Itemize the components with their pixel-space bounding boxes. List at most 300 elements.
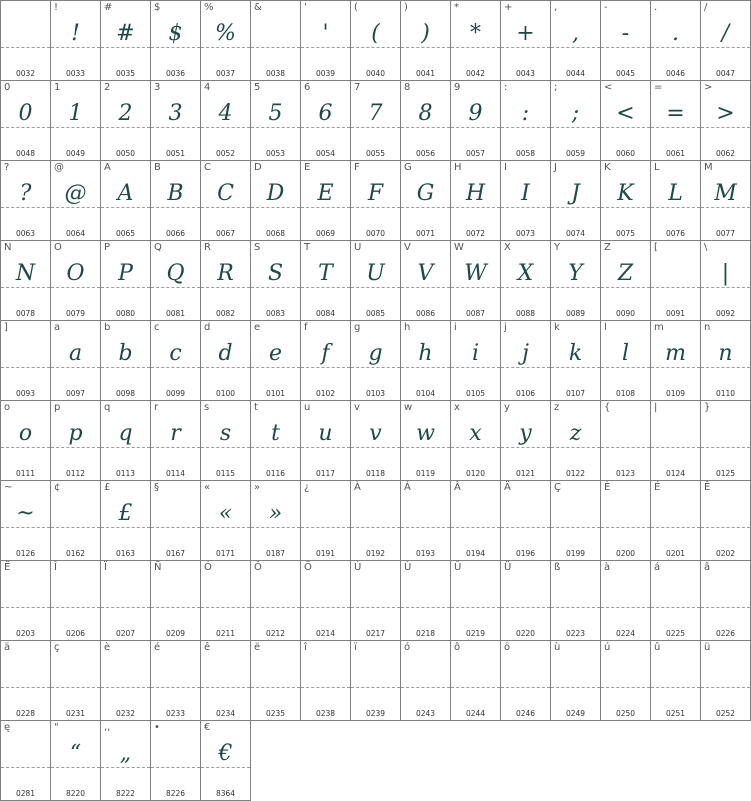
cell-code: 0082	[215, 309, 236, 318]
glyph-sample	[251, 577, 300, 611]
cell-code: 0167	[165, 549, 186, 558]
glyph-sample	[601, 657, 650, 691]
glyph-cell[interactable]	[0, 401, 51, 481]
cell-code: 0225	[665, 629, 686, 638]
cell-char-label: Ç	[554, 482, 561, 493]
glyph-cell[interactable]	[301, 641, 351, 721]
cell-code: 0250	[615, 709, 636, 718]
glyph-cell[interactable]	[501, 561, 551, 641]
glyph-cell[interactable]	[651, 641, 701, 721]
glyph-cell[interactable]	[301, 561, 351, 641]
glyph-cell[interactable]	[451, 401, 501, 481]
glyph-cell[interactable]	[451, 641, 501, 721]
cell-code: 0281	[15, 789, 36, 798]
cell-code: 0217	[365, 629, 386, 638]
glyph-cell[interactable]	[451, 0, 501, 81]
cell-code: 0088	[515, 309, 536, 318]
glyph-cell[interactable]	[51, 241, 101, 321]
glyph-cell[interactable]	[201, 0, 251, 81]
glyph-sample	[201, 657, 250, 691]
glyph-cell[interactable]	[501, 481, 551, 561]
glyph-cell[interactable]	[51, 401, 101, 481]
cell-char-label: 1	[54, 82, 61, 93]
glyph-sample: Y	[568, 261, 583, 286]
glyph-cell[interactable]	[351, 161, 401, 241]
glyph-sample	[701, 497, 750, 531]
glyph-cell[interactable]	[701, 0, 751, 81]
glyph-cell[interactable]	[101, 641, 151, 721]
glyph-sample: h	[418, 341, 433, 366]
cell-code: 0212	[265, 629, 286, 638]
glyph-sample: H	[465, 181, 486, 206]
glyph-cell[interactable]	[401, 161, 451, 241]
glyph-sample	[651, 657, 700, 691]
cell-char-label: R	[204, 242, 211, 253]
glyph-cell[interactable]	[651, 481, 701, 561]
glyph-sample: =	[666, 101, 685, 126]
glyph-sample	[401, 577, 450, 611]
cell-char-label: Y	[554, 242, 561, 253]
cell-char-label: t	[254, 402, 258, 413]
cell-code: 0065	[115, 229, 136, 238]
glyph-cell[interactable]	[551, 401, 601, 481]
glyph-cell[interactable]	[401, 561, 451, 641]
glyph-sample: @	[64, 181, 87, 206]
glyph-cell[interactable]	[401, 481, 451, 561]
cell-code: 0057	[465, 149, 486, 158]
glyph-cell[interactable]	[51, 641, 101, 721]
glyph-cell[interactable]	[101, 721, 151, 801]
glyph-cell[interactable]	[51, 481, 101, 561]
glyph-sample	[1, 577, 50, 611]
glyph-sample	[401, 657, 450, 691]
glyph-cell[interactable]	[101, 0, 151, 81]
glyph-sample	[601, 417, 650, 451]
cell-char-label: á	[654, 562, 661, 573]
cell-char-label: é	[154, 642, 161, 653]
cell-char-label: À	[354, 482, 361, 493]
glyph-cell[interactable]	[501, 401, 551, 481]
glyph-cell[interactable]	[201, 321, 251, 401]
cell-char-label: b	[104, 322, 111, 333]
glyph-cell[interactable]	[401, 81, 451, 161]
cell-char-label: G	[404, 162, 412, 173]
cell-char-label: Ö	[304, 562, 312, 573]
glyph-sample	[301, 577, 350, 611]
glyph-cell[interactable]	[601, 161, 651, 241]
cell-code: 0044	[565, 69, 586, 78]
cell-char-label: È	[604, 482, 611, 493]
glyph-cell[interactable]	[0, 321, 51, 401]
cell-char-label: V	[404, 242, 411, 253]
cell-code: 0101	[265, 389, 286, 398]
glyph-cell[interactable]	[601, 641, 651, 721]
cell-char-label: ]	[4, 322, 8, 333]
glyph-cell[interactable]	[251, 401, 301, 481]
glyph-cell[interactable]	[451, 481, 501, 561]
cell-code: 0032	[15, 69, 36, 78]
glyph-cell[interactable]	[551, 81, 601, 161]
glyph-cell[interactable]	[151, 241, 201, 321]
glyph-cell[interactable]	[0, 241, 51, 321]
cell-char-label: ?	[4, 162, 10, 173]
cell-char-label: =	[654, 82, 663, 93]
glyph-cell[interactable]	[251, 81, 301, 161]
glyph-cell[interactable]	[701, 481, 751, 561]
cell-code: 0037	[215, 69, 236, 78]
cell-char-label: ä	[4, 642, 11, 653]
cell-code: 0111	[15, 469, 36, 478]
cell-char-label: d	[204, 322, 211, 333]
glyph-sample	[501, 577, 550, 611]
cell-char-label: ï	[354, 642, 357, 653]
glyph-cell[interactable]	[251, 561, 301, 641]
cell-char-label: |	[654, 402, 658, 413]
cell-code: 0064	[65, 229, 86, 238]
glyph-sample	[101, 577, 150, 611]
glyph-sample: X	[517, 261, 534, 286]
glyph-cell[interactable]	[301, 0, 351, 81]
glyph-cell[interactable]	[701, 641, 751, 721]
glyph-sample	[151, 737, 200, 771]
glyph-cell[interactable]	[351, 401, 401, 481]
cell-char-label: Q	[154, 242, 162, 253]
glyph-sample: n	[718, 341, 733, 366]
cell-char-label: D	[254, 162, 262, 173]
glyph-cell[interactable]	[51, 321, 101, 401]
glyph-cell[interactable]	[301, 161, 351, 241]
cell-char-label: \	[704, 242, 708, 253]
glyph-cell[interactable]	[551, 321, 601, 401]
cell-code: 0080	[115, 309, 136, 318]
glyph-cell[interactable]	[201, 481, 251, 561]
glyph-cell[interactable]	[601, 81, 651, 161]
cell-char-label: 3	[154, 82, 161, 93]
glyph-cell[interactable]	[51, 161, 101, 241]
glyph-cell[interactable]	[101, 321, 151, 401]
glyph-cell[interactable]	[51, 561, 101, 641]
glyph-sample: /	[721, 21, 730, 46]
cell-code: 0099	[165, 389, 186, 398]
cell-char-label: É	[654, 482, 661, 493]
glyph-cell[interactable]	[451, 161, 501, 241]
cell-code: 0122	[565, 469, 586, 478]
glyph-cell[interactable]	[601, 401, 651, 481]
glyph-cell[interactable]	[551, 481, 601, 561]
glyph-sample: U	[366, 261, 385, 286]
glyph-cell[interactable]	[101, 401, 151, 481]
cell-char-label: r	[154, 402, 159, 413]
glyph-cell[interactable]	[451, 81, 501, 161]
glyph-cell[interactable]	[401, 321, 451, 401]
glyph-cell[interactable]	[101, 241, 151, 321]
glyph-cell[interactable]	[201, 401, 251, 481]
glyph-cell[interactable]	[151, 641, 201, 721]
glyph-cell[interactable]	[201, 161, 251, 241]
glyph-sample: -	[621, 21, 630, 46]
cell-char-label: «	[204, 482, 211, 493]
cell-code: 0068	[265, 229, 286, 238]
cell-char-label: y	[504, 402, 510, 413]
cell-code: 0049	[65, 149, 86, 158]
cell-code: 0071	[415, 229, 436, 238]
glyph-sample	[1, 17, 50, 51]
glyph-cell[interactable]	[301, 401, 351, 481]
glyph-cell[interactable]	[0, 0, 51, 81]
glyph-cell[interactable]	[201, 241, 251, 321]
glyph-cell[interactable]	[151, 481, 201, 561]
cell-char-label: /	[704, 2, 708, 13]
glyph-cell[interactable]	[551, 161, 601, 241]
glyph-cell[interactable]	[401, 241, 451, 321]
cell-code: 0126	[15, 549, 36, 558]
cell-char-label: O	[54, 242, 62, 253]
glyph-cell[interactable]	[251, 241, 301, 321]
cell-char-label: }	[704, 402, 711, 413]
cell-char-label: ö	[504, 642, 511, 653]
glyph-cell[interactable]	[101, 161, 151, 241]
glyph-cell[interactable]	[51, 81, 101, 161]
glyph-cell[interactable]	[651, 0, 701, 81]
glyph-sample: F	[367, 181, 384, 206]
cell-char-label: &	[254, 2, 262, 13]
glyph-cell[interactable]	[701, 81, 751, 161]
glyph-cell[interactable]	[451, 241, 501, 321]
glyph-sample: Q	[166, 261, 185, 286]
glyph-cell[interactable]	[551, 641, 601, 721]
glyph-sample: 3	[168, 101, 183, 126]
glyph-cell[interactable]	[351, 81, 401, 161]
cell-code: 0103	[365, 389, 386, 398]
glyph-cell[interactable]	[701, 401, 751, 481]
glyph-cell[interactable]	[251, 321, 301, 401]
glyph-cell[interactable]	[101, 481, 151, 561]
glyph-cell[interactable]	[651, 321, 701, 401]
glyph-cell[interactable]	[151, 561, 201, 641]
glyph-cell[interactable]	[601, 481, 651, 561]
cell-code: 0056	[415, 149, 436, 158]
glyph-sample: '	[322, 21, 329, 46]
glyph-cell[interactable]	[351, 0, 401, 81]
glyph-sample: y	[519, 421, 532, 446]
glyph-sample: i	[471, 341, 480, 366]
cell-code: 8364	[215, 789, 236, 798]
glyph-sample: 1	[68, 101, 83, 126]
glyph-cell[interactable]	[351, 321, 401, 401]
glyph-cell[interactable]	[601, 321, 651, 401]
cell-code: 8220	[65, 789, 86, 798]
glyph-cell[interactable]	[551, 561, 601, 641]
glyph-sample	[401, 497, 450, 531]
cell-code: 0162	[65, 549, 86, 558]
cell-char-label: à	[604, 562, 611, 573]
glyph-cell[interactable]	[51, 0, 101, 81]
cell-code: 0039	[315, 69, 336, 78]
cell-code: 0066	[165, 229, 186, 238]
glyph-sample	[1, 657, 50, 691]
cell-code: 0089	[565, 309, 586, 318]
cell-char-label: Û	[454, 562, 462, 573]
cell-code: 0243	[415, 709, 436, 718]
cell-char-label: Ú	[404, 562, 412, 573]
glyph-cell[interactable]	[501, 161, 551, 241]
glyph-cell[interactable]	[301, 81, 351, 161]
glyph-cell[interactable]	[501, 241, 551, 321]
glyph-sample: z	[569, 421, 582, 446]
glyph-sample: m	[665, 341, 686, 366]
cell-code: 0041	[415, 69, 436, 78]
glyph-cell[interactable]	[351, 561, 401, 641]
glyph-cell[interactable]	[0, 81, 51, 161]
cell-code: 0042	[465, 69, 486, 78]
cell-char-label: Ñ	[154, 562, 162, 573]
glyph-cell[interactable]	[351, 641, 401, 721]
glyph-cell[interactable]	[301, 241, 351, 321]
cell-char-label: »	[254, 482, 261, 493]
cell-code: 0119	[415, 469, 436, 478]
cell-code: 0232	[115, 709, 136, 718]
cell-code: 0203	[15, 629, 36, 638]
cell-code: 0191	[315, 549, 336, 558]
glyph-cell[interactable]	[201, 641, 251, 721]
glyph-sample: t	[271, 421, 280, 446]
cell-code: 0081	[165, 309, 186, 318]
cell-code: 0235	[265, 709, 286, 718]
glyph-cell[interactable]	[251, 641, 301, 721]
glyph-sample	[1, 737, 50, 771]
cell-code: 0036	[165, 69, 186, 78]
glyph-cell[interactable]	[451, 321, 501, 401]
cell-code: 0123	[615, 469, 636, 478]
cell-char-label: u	[304, 402, 311, 413]
glyph-cell[interactable]	[301, 481, 351, 561]
glyph-cell[interactable]	[551, 0, 601, 81]
glyph-cell[interactable]	[51, 721, 101, 801]
glyph-cell[interactable]	[651, 401, 701, 481]
cell-code: 0252	[715, 709, 736, 718]
glyph-cell[interactable]	[651, 161, 701, 241]
glyph-sample: E	[317, 181, 334, 206]
cell-code: 0171	[215, 549, 236, 558]
glyph-cell[interactable]	[0, 561, 51, 641]
cell-code: 0239	[365, 709, 386, 718]
glyph-cell[interactable]	[0, 641, 51, 721]
glyph-cell[interactable]	[151, 321, 201, 401]
glyph-cell[interactable]	[351, 241, 401, 321]
glyph-cell[interactable]	[151, 401, 201, 481]
glyph-cell[interactable]	[601, 0, 651, 81]
glyph-cell[interactable]	[701, 321, 751, 401]
glyph-cell[interactable]	[401, 641, 451, 721]
cell-code: 0053	[265, 149, 286, 158]
cell-code: 0073	[515, 229, 536, 238]
glyph-cell[interactable]	[101, 561, 151, 641]
cell-char-label: Z	[604, 242, 611, 253]
glyph-sample	[51, 497, 100, 531]
glyph-cell[interactable]	[151, 161, 201, 241]
glyph-sample: 6	[318, 101, 333, 126]
glyph-cell[interactable]	[451, 561, 501, 641]
glyph-sample: x	[469, 421, 482, 446]
glyph-sample: $	[168, 21, 183, 46]
glyph-sample: o	[18, 421, 33, 446]
cell-char-label: M	[704, 162, 713, 173]
cell-code: 0074	[565, 229, 586, 238]
cell-char-label: @	[54, 162, 64, 173]
glyph-cell[interactable]	[101, 81, 151, 161]
glyph-cell[interactable]	[201, 561, 251, 641]
glyph-sample: s	[219, 421, 232, 446]
glyph-cell[interactable]	[251, 0, 301, 81]
cell-char-label: £	[104, 482, 111, 493]
glyph-cell[interactable]	[701, 161, 751, 241]
glyph-sample: a	[68, 341, 83, 366]
cell-code: 0192	[365, 549, 386, 558]
glyph-cell[interactable]	[401, 0, 451, 81]
glyph-cell[interactable]	[501, 81, 551, 161]
glyph-cell[interactable]	[401, 401, 451, 481]
glyph-cell[interactable]	[151, 81, 201, 161]
glyph-cell[interactable]	[201, 81, 251, 161]
glyph-cell[interactable]	[0, 161, 51, 241]
glyph-cell[interactable]	[651, 561, 701, 641]
glyph-sample: p	[68, 421, 83, 446]
glyph-cell[interactable]	[151, 721, 201, 801]
cell-char-label: A	[104, 162, 111, 173]
glyph-cell[interactable]	[251, 481, 301, 561]
glyph-cell[interactable]	[251, 161, 301, 241]
glyph-cell[interactable]	[701, 561, 751, 641]
cell-code: 0209	[165, 629, 186, 638]
cell-code: 0102	[315, 389, 336, 398]
glyph-cell[interactable]	[651, 81, 701, 161]
glyph-cell[interactable]	[201, 721, 251, 801]
cell-code: 0058	[515, 149, 536, 158]
cell-char-label: -	[604, 2, 608, 13]
cell-char-label: j	[504, 322, 507, 333]
glyph-cell[interactable]	[601, 241, 651, 321]
glyph-cell[interactable]	[501, 0, 551, 81]
glyph-cell[interactable]	[601, 561, 651, 641]
glyph-cell[interactable]	[151, 0, 201, 81]
cell-code: 0196	[515, 549, 536, 558]
glyph-cell[interactable]	[501, 321, 551, 401]
cell-char-label: W	[454, 242, 464, 253]
glyph-sample	[201, 577, 250, 611]
cell-code: 0063	[15, 229, 36, 238]
glyph-cell[interactable]	[701, 241, 751, 321]
cell-char-label: Ï	[104, 562, 107, 573]
glyph-sample: e	[268, 341, 283, 366]
cell-code: 0045	[615, 69, 636, 78]
cell-code: 0106	[515, 389, 536, 398]
glyph-sample	[51, 577, 100, 611]
glyph-sample: B	[167, 181, 184, 206]
glyph-cell[interactable]	[0, 721, 51, 801]
cell-code: 0054	[315, 149, 336, 158]
glyph-cell[interactable]	[501, 641, 551, 721]
cell-char-label: I	[504, 162, 507, 173]
cell-char-label: [	[654, 242, 658, 253]
glyph-sample: r	[170, 421, 181, 446]
glyph-cell[interactable]	[551, 241, 601, 321]
glyph-cell[interactable]	[651, 241, 701, 321]
glyph-cell[interactable]	[351, 481, 401, 561]
glyph-cell[interactable]	[301, 321, 351, 401]
glyph-cell[interactable]	[0, 481, 51, 561]
glyph-sample: :	[521, 101, 530, 126]
cell-char-label: +	[504, 2, 513, 13]
